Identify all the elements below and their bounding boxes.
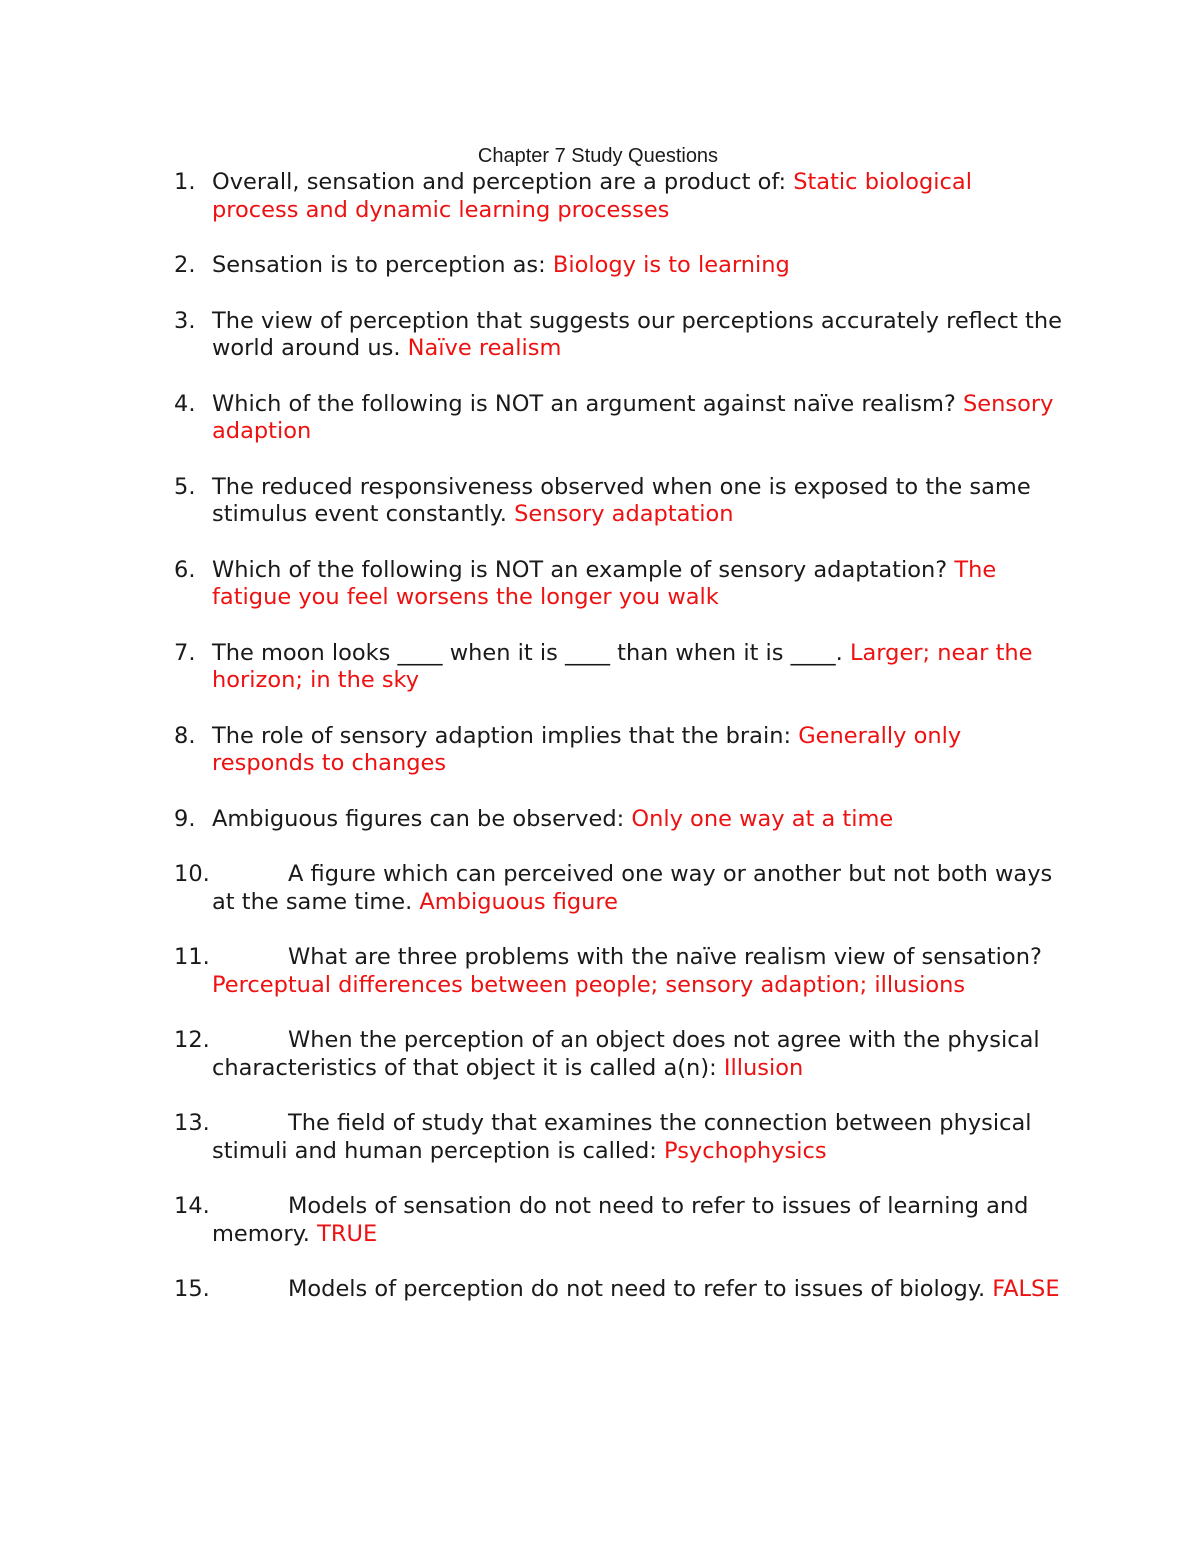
question-text: Ambiguous figures can be observed:	[212, 805, 632, 832]
answer-text: TRUE	[317, 1220, 378, 1247]
question-text: Which of the following is NOT an argument against naïve realism?	[212, 390, 964, 417]
document-title: Chapter 7 Study Questions	[477, 145, 719, 167]
question-item	[0, 723, 1062, 778]
question-text: The moon looks ____ when it is ____ than when it is ____.	[212, 639, 850, 666]
answer-text: Naïve realism	[407, 335, 562, 361]
question-item	[0, 806, 1062, 834]
question-number: 5.	[174, 473, 196, 500]
question-item	[0, 640, 1062, 695]
question-text: The view of perception that suggests our perceptions accurately reflect the world around us.	[212, 307, 1062, 361]
question-text: Models of sensation do not need to refer to issues of learning and memory.	[212, 1193, 1029, 1247]
answer-text: Sensory adaptation	[514, 501, 734, 527]
question-number: 13.	[174, 1110, 210, 1136]
answer-text: FALSE	[992, 1276, 1060, 1302]
answer-text: The fatigue you feel worsens the longer you walk	[212, 556, 997, 610]
question-text: Models of perception do not need to refer to issues of biology.	[288, 1276, 993, 1302]
question-item	[0, 169, 1062, 224]
question-number: 12.	[174, 1027, 210, 1053]
question-item	[0, 391, 1062, 446]
question-number: 9.	[174, 805, 196, 832]
answer-text: Ambiguous figure	[419, 888, 619, 915]
question-number: 7.	[174, 639, 196, 666]
answer-text: Generally only responds to changes	[212, 722, 962, 776]
question-number: 10.	[174, 861, 210, 887]
question-item	[0, 944, 1072, 999]
answer-text: Illusion	[723, 1054, 804, 1081]
answer-text: Static biological process and dynamic learning processes	[212, 169, 972, 223]
question-number: 8.	[174, 722, 196, 749]
question-text: What are three problems with the naïve realism view of sensation?	[288, 944, 1042, 970]
question-item	[0, 557, 1062, 612]
question-text: The reduced responsiveness observed when one is exposed to the same stimulus event constantly.	[212, 473, 1031, 527]
answer-text: Larger; near the horizon; in the sky	[212, 639, 1033, 693]
question-item	[0, 1276, 1062, 1304]
answer-text: Sensory adaption	[212, 390, 1054, 444]
question-text: The role of sensory adaption implies that the brain:	[212, 722, 799, 749]
question-text: Sensation is to perception as:	[212, 252, 553, 278]
question-list	[0, 169, 1200, 1332]
question-number: 3.	[174, 307, 196, 334]
question-number: 15.	[174, 1276, 210, 1302]
answer-text: Biology is to learning	[552, 252, 790, 278]
answer-text: Psychophysics	[664, 1137, 827, 1164]
question-number: 11.	[174, 944, 210, 970]
question-item	[0, 1110, 1062, 1165]
question-text: Which of the following is NOT an example of sensory adaptation?	[212, 556, 955, 583]
question-number: 1.	[174, 169, 196, 195]
answer-text: Only one way at a time	[631, 805, 894, 832]
question-item	[0, 1027, 1062, 1082]
question-number: 6.	[174, 556, 196, 583]
question-number: 2.	[174, 252, 196, 278]
question-text: The field of study that examines the connection between physical stimuli and human perception is called:	[212, 1110, 1032, 1164]
question-number: 4.	[174, 390, 196, 417]
question-item	[0, 308, 1072, 363]
answer-text: Perceptual differences between people; sensory adaption; illusions	[212, 971, 966, 998]
question-item	[0, 252, 1062, 280]
question-number: 14.	[174, 1193, 210, 1219]
question-item	[0, 474, 1062, 529]
question-item	[0, 1193, 1062, 1248]
question-text: When the perception of an object does not agree with the physical characteristics of that object it is called a(n):	[212, 1027, 1040, 1081]
question-item	[0, 861, 1062, 916]
question-text: Overall, sensation and perception are a product of:	[212, 169, 794, 195]
question-text: A figure which can perceived one way or another but not both ways at the same time.	[212, 861, 1053, 915]
